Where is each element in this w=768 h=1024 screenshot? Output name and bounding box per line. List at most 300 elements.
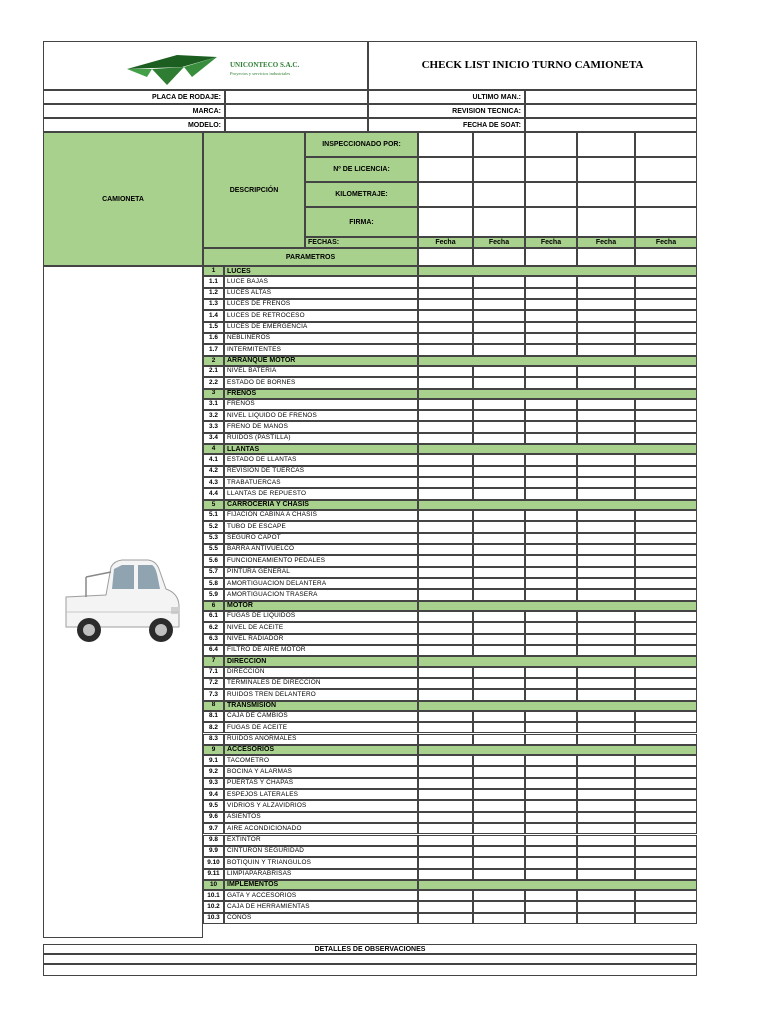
check-cell[interactable] [635,622,697,633]
check-cell[interactable] [418,678,473,689]
check-cell[interactable] [418,488,473,499]
check-cell[interactable] [473,454,525,465]
check-cell[interactable] [577,846,635,857]
check-cell[interactable] [473,778,525,789]
check-cell[interactable] [418,333,473,344]
check-cell[interactable] [418,344,473,355]
check-cell[interactable] [577,344,635,355]
check-cell[interactable] [473,521,525,532]
check-cell[interactable] [418,734,473,745]
check-cell[interactable] [635,734,697,745]
item-label: NEBLINEROS [224,333,418,344]
check-cell[interactable] [418,377,473,388]
company-logo-icon [122,47,232,87]
check-cell[interactable] [577,823,635,834]
item-number: 9.3 [203,778,224,789]
observaciones-label: DETALLES DE OBSERVACIONES [43,944,697,954]
check-cell[interactable] [577,634,635,645]
inspector-field[interactable] [577,157,635,182]
check-cell[interactable] [473,869,525,880]
check-cell[interactable] [525,567,577,578]
inspector-field[interactable] [635,157,697,182]
item-number: 8.2 [203,722,224,733]
check-cell[interactable] [525,823,577,834]
check-cell[interactable] [577,589,635,600]
check-cell[interactable] [577,299,635,310]
check-cell[interactable] [525,578,577,589]
check-cell[interactable] [635,510,697,521]
check-cell[interactable] [635,454,697,465]
check-cell[interactable] [473,622,525,633]
check-cell[interactable] [418,755,473,766]
check-cell[interactable] [525,477,577,488]
check-cell[interactable] [473,276,525,287]
check-cell[interactable] [473,399,525,410]
inspector-field[interactable] [525,182,577,207]
check-cell[interactable] [577,812,635,823]
check-cell[interactable] [525,589,577,600]
check-cell[interactable] [577,454,635,465]
check-cell[interactable] [577,857,635,868]
check-cell[interactable] [418,366,473,377]
item-label: REVISION DE TUERCAS [224,466,418,477]
check-cell[interactable] [635,823,697,834]
section-number: 7 [203,656,224,666]
check-cell[interactable] [473,634,525,645]
check-cell[interactable] [473,288,525,299]
check-cell[interactable] [418,846,473,857]
check-cell[interactable] [635,589,697,600]
check-cell[interactable] [635,533,697,544]
check-cell[interactable] [525,667,577,678]
check-cell[interactable] [525,846,577,857]
check-cell[interactable] [577,835,635,846]
check-cell[interactable] [473,299,525,310]
check-cell[interactable] [525,421,577,432]
check-cell[interactable] [418,288,473,299]
fecha-field[interactable] [525,248,577,266]
check-cell[interactable] [635,634,697,645]
check-cell[interactable] [525,835,577,846]
check-cell[interactable] [577,913,635,924]
check-cell[interactable] [418,622,473,633]
check-cell[interactable] [525,466,577,477]
soat-field[interactable] [525,118,697,132]
check-cell[interactable] [577,689,635,700]
fecha-header: Fecha [525,237,577,248]
check-cell[interactable] [473,846,525,857]
check-cell[interactable] [635,310,697,321]
check-cell[interactable] [418,835,473,846]
item-number: 10.2 [203,901,224,912]
observaciones-line-2[interactable] [43,964,697,976]
check-cell[interactable] [418,410,473,421]
check-cell[interactable] [635,869,697,880]
check-cell[interactable] [525,857,577,868]
check-cell[interactable] [577,789,635,800]
check-cell[interactable] [418,477,473,488]
check-cell[interactable] [577,901,635,912]
check-cell[interactable] [577,433,635,444]
check-cell[interactable] [635,711,697,722]
check-cell[interactable] [577,399,635,410]
fecha-field[interactable] [635,248,697,266]
ultimo-field[interactable] [525,90,697,104]
check-cell[interactable] [473,789,525,800]
check-cell[interactable] [473,433,525,444]
check-cell[interactable] [635,333,697,344]
check-cell[interactable] [577,890,635,901]
check-cell[interactable] [418,711,473,722]
check-cell[interactable] [525,276,577,287]
check-cell[interactable] [577,333,635,344]
check-cell[interactable] [525,734,577,745]
check-cell[interactable] [418,299,473,310]
check-cell[interactable] [635,276,697,287]
check-cell[interactable] [577,578,635,589]
inspector-field[interactable] [635,207,697,237]
check-cell[interactable] [635,578,697,589]
check-cell[interactable] [525,377,577,388]
check-cell[interactable] [525,344,577,355]
check-cell[interactable] [473,410,525,421]
inspector-field[interactable] [577,182,635,207]
check-cell[interactable] [525,711,577,722]
check-cell[interactable] [473,734,525,745]
check-cell[interactable] [577,645,635,656]
check-cell[interactable] [525,755,577,766]
check-cell[interactable] [635,722,697,733]
inspector-field[interactable] [418,207,473,237]
check-cell[interactable] [473,611,525,622]
check-cell[interactable] [418,778,473,789]
check-cell[interactable] [525,812,577,823]
item-label: FIJACION CABINA A CHASIS [224,510,418,521]
check-cell[interactable] [525,869,577,880]
check-cell[interactable] [577,410,635,421]
check-cell[interactable] [418,766,473,777]
check-cell[interactable] [418,454,473,465]
check-cell[interactable] [577,521,635,532]
check-cell[interactable] [577,466,635,477]
check-cell[interactable] [418,322,473,333]
check-cell[interactable] [473,722,525,733]
check-cell[interactable] [525,778,577,789]
check-cell[interactable] [577,510,635,521]
section-title: LUCES [224,266,418,276]
check-cell[interactable] [525,689,577,700]
fecha-field[interactable] [577,248,635,266]
check-cell[interactable] [635,846,697,857]
check-cell[interactable] [635,800,697,811]
check-cell[interactable] [473,645,525,656]
check-cell[interactable] [577,800,635,811]
item-label: EXTINTOR [224,835,418,846]
revision-field[interactable] [525,104,697,118]
check-cell[interactable] [577,567,635,578]
check-cell[interactable] [577,667,635,678]
check-cell[interactable] [577,869,635,880]
check-cell[interactable] [635,812,697,823]
check-cell[interactable] [525,299,577,310]
inspector-field[interactable] [418,157,473,182]
section-number: 10 [203,880,224,890]
check-cell[interactable] [473,377,525,388]
check-cell[interactable] [525,454,577,465]
check-cell[interactable] [525,433,577,444]
check-cell[interactable] [635,521,697,532]
check-cell[interactable] [418,645,473,656]
check-cell[interactable] [525,310,577,321]
check-cell[interactable] [635,488,697,499]
check-cell[interactable] [418,555,473,566]
check-cell[interactable] [418,634,473,645]
check-cell[interactable] [525,544,577,555]
check-cell[interactable] [635,433,697,444]
check-cell[interactable] [473,689,525,700]
check-cell[interactable] [635,678,697,689]
section-bar [418,745,697,755]
check-cell[interactable] [577,276,635,287]
check-cell[interactable] [525,322,577,333]
inspector-field[interactable] [635,182,697,207]
section-number: 8 [203,701,224,711]
check-cell[interactable] [635,344,697,355]
check-cell[interactable] [473,589,525,600]
check-cell[interactable] [473,667,525,678]
check-cell[interactable] [577,734,635,745]
check-cell[interactable] [635,766,697,777]
fecha-field[interactable] [418,248,473,266]
check-cell[interactable] [418,510,473,521]
check-cell[interactable] [577,322,635,333]
check-cell[interactable] [635,835,697,846]
check-cell[interactable] [635,890,697,901]
check-cell[interactable] [473,366,525,377]
check-cell[interactable] [525,333,577,344]
check-cell[interactable] [418,399,473,410]
check-cell[interactable] [525,789,577,800]
check-cell[interactable] [418,611,473,622]
section-title: LLANTAS [224,444,418,454]
check-cell[interactable] [418,722,473,733]
item-label: CAJA DE CAMBIOS [224,711,418,722]
check-cell[interactable] [635,322,697,333]
check-cell[interactable] [473,533,525,544]
check-cell[interactable] [635,366,697,377]
fecha-header: Fecha [635,237,697,248]
check-cell[interactable] [418,533,473,544]
inspector-field[interactable] [525,157,577,182]
check-cell[interactable] [635,555,697,566]
check-cell[interactable] [635,901,697,912]
check-cell[interactable] [473,488,525,499]
check-cell[interactable] [473,901,525,912]
check-cell[interactable] [635,857,697,868]
check-cell[interactable] [525,488,577,499]
check-cell[interactable] [418,567,473,578]
observaciones-line-1[interactable] [43,954,697,964]
check-cell[interactable] [635,667,697,678]
item-label: FRENOS [224,399,418,410]
check-cell[interactable] [577,611,635,622]
check-cell[interactable] [473,711,525,722]
check-cell[interactable] [473,913,525,924]
check-cell[interactable] [525,288,577,299]
check-cell[interactable] [473,890,525,901]
check-cell[interactable] [525,611,577,622]
check-cell[interactable] [525,521,577,532]
check-cell[interactable] [418,433,473,444]
check-cell[interactable] [473,800,525,811]
check-cell[interactable] [635,477,697,488]
check-cell[interactable] [525,722,577,733]
check-cell[interactable] [525,901,577,912]
check-cell[interactable] [473,555,525,566]
check-cell[interactable] [577,488,635,499]
check-cell[interactable] [525,766,577,777]
check-cell[interactable] [418,789,473,800]
check-cell[interactable] [473,322,525,333]
check-cell[interactable] [635,377,697,388]
check-cell[interactable] [635,611,697,622]
item-label: INTERMITENTES [224,344,418,355]
check-cell[interactable] [473,567,525,578]
check-cell[interactable] [418,421,473,432]
check-cell[interactable] [418,890,473,901]
check-cell[interactable] [418,869,473,880]
check-cell[interactable] [418,521,473,532]
check-cell[interactable] [473,333,525,344]
check-cell[interactable] [473,678,525,689]
check-cell[interactable] [418,589,473,600]
check-cell[interactable] [418,310,473,321]
check-cell[interactable] [418,667,473,678]
modelo-field[interactable] [225,118,368,132]
check-cell[interactable] [418,913,473,924]
check-cell[interactable] [635,299,697,310]
check-cell[interactable] [418,578,473,589]
inspector-field[interactable] [418,132,473,157]
inspector-field[interactable] [473,157,525,182]
check-cell[interactable] [635,544,697,555]
check-cell[interactable] [577,288,635,299]
check-cell[interactable] [525,399,577,410]
check-cell[interactable] [525,622,577,633]
check-cell[interactable] [418,857,473,868]
inspector-field[interactable] [577,207,635,237]
check-cell[interactable] [473,510,525,521]
check-cell[interactable] [525,634,577,645]
check-cell[interactable] [577,377,635,388]
check-cell[interactable] [577,544,635,555]
check-cell[interactable] [473,310,525,321]
check-cell[interactable] [577,555,635,566]
check-cell[interactable] [473,466,525,477]
inspector-field[interactable] [577,132,635,157]
check-cell[interactable] [473,544,525,555]
check-cell[interactable] [635,645,697,656]
inspector-field[interactable] [418,182,473,207]
check-cell[interactable] [473,857,525,868]
check-cell[interactable] [635,778,697,789]
check-cell[interactable] [635,689,697,700]
check-cell[interactable] [525,913,577,924]
check-cell[interactable] [418,689,473,700]
check-cell[interactable] [418,466,473,477]
check-cell[interactable] [473,344,525,355]
check-cell[interactable] [473,766,525,777]
check-cell[interactable] [525,510,577,521]
check-cell[interactable] [635,421,697,432]
check-cell[interactable] [635,913,697,924]
check-cell[interactable] [525,533,577,544]
marca-field[interactable] [225,104,368,118]
inspector-field[interactable] [473,207,525,237]
check-cell[interactable] [473,812,525,823]
check-cell[interactable] [635,789,697,800]
check-cell[interactable] [577,678,635,689]
check-cell[interactable] [525,890,577,901]
check-cell[interactable] [577,755,635,766]
check-cell[interactable] [473,477,525,488]
check-cell[interactable] [577,766,635,777]
check-cell[interactable] [473,421,525,432]
check-cell[interactable] [418,823,473,834]
fecha-field[interactable] [473,248,525,266]
check-cell[interactable] [577,533,635,544]
check-cell[interactable] [418,276,473,287]
check-cell[interactable] [635,567,697,578]
check-cell[interactable] [635,410,697,421]
check-cell[interactable] [577,711,635,722]
check-cell[interactable] [525,645,577,656]
check-cell[interactable] [418,812,473,823]
check-cell[interactable] [525,410,577,421]
check-cell[interactable] [525,366,577,377]
inspector-field[interactable] [525,207,577,237]
check-cell[interactable] [635,399,697,410]
check-cell[interactable] [473,835,525,846]
check-cell[interactable] [525,555,577,566]
check-cell[interactable] [577,421,635,432]
check-cell[interactable] [577,366,635,377]
check-cell[interactable] [577,778,635,789]
placa-field[interactable] [225,90,368,104]
check-cell[interactable] [635,755,697,766]
inspector-field[interactable] [635,132,697,157]
check-cell[interactable] [577,622,635,633]
check-cell[interactable] [418,544,473,555]
check-cell[interactable] [635,288,697,299]
item-number: 10.1 [203,890,224,901]
check-cell[interactable] [577,310,635,321]
check-cell[interactable] [577,722,635,733]
check-cell[interactable] [525,678,577,689]
check-cell[interactable] [577,477,635,488]
check-cell[interactable] [418,901,473,912]
check-cell[interactable] [473,755,525,766]
check-cell[interactable] [525,800,577,811]
check-cell[interactable] [473,823,525,834]
item-label: LUCES DE RETROCESO [224,310,418,321]
check-cell[interactable] [635,466,697,477]
inspector-field[interactable] [473,182,525,207]
check-cell[interactable] [473,578,525,589]
inspector-field[interactable] [473,132,525,157]
check-cell[interactable] [418,800,473,811]
inspector-field[interactable] [525,132,577,157]
